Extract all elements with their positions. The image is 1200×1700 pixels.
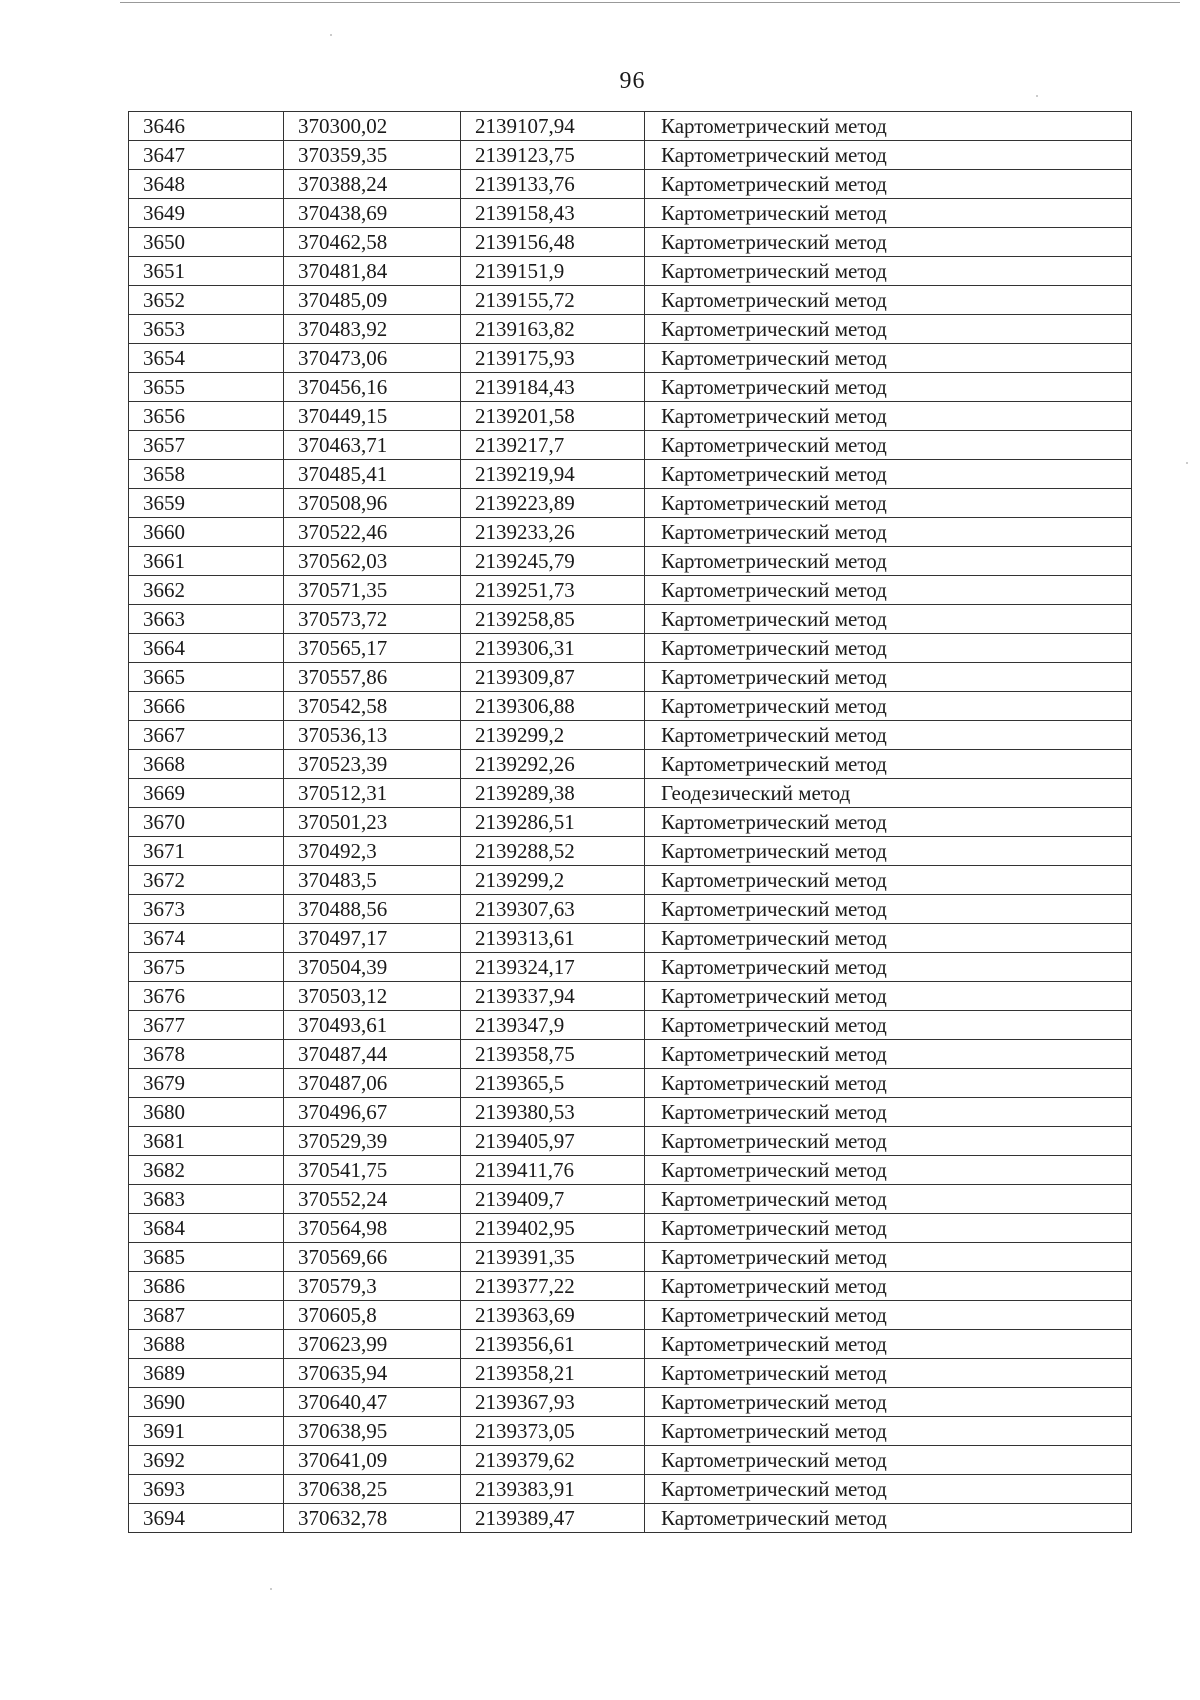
point-number-cell: 3687 — [129, 1301, 284, 1330]
table-row — [129, 518, 1132, 547]
table-row — [129, 1040, 1132, 1069]
y-coordinate-cell: 2139307,63 — [461, 895, 645, 924]
x-coordinate-cell: 370638,95 — [284, 1417, 461, 1446]
table-row — [129, 663, 1132, 692]
y-coordinate-cell: 2139286,51 — [461, 808, 645, 837]
method-cell: Картометрический метод — [645, 489, 1132, 518]
coordinates-table — [128, 111, 1132, 1533]
table-row — [129, 112, 1132, 141]
table-row — [129, 750, 1132, 779]
method-cell: Картометрический метод — [645, 692, 1132, 721]
table-row — [129, 924, 1132, 953]
x-coordinate-cell: 370542,58 — [284, 692, 461, 721]
point-number-cell: 3684 — [129, 1214, 284, 1243]
point-number-cell: 3675 — [129, 953, 284, 982]
point-number-cell: 3676 — [129, 982, 284, 1011]
y-coordinate-cell: 2139379,62 — [461, 1446, 645, 1475]
table-row — [129, 489, 1132, 518]
y-coordinate-cell: 2139299,2 — [461, 721, 645, 750]
y-coordinate-cell: 2139245,79 — [461, 547, 645, 576]
method-cell: Картометрический метод — [645, 1243, 1132, 1272]
y-coordinate-cell: 2139377,22 — [461, 1272, 645, 1301]
y-coordinate-cell: 2139175,93 — [461, 344, 645, 373]
method-cell: Картометрический метод — [645, 982, 1132, 1011]
point-number-cell: 3666 — [129, 692, 284, 721]
method-cell: Картометрический метод — [645, 808, 1132, 837]
x-coordinate-cell: 370487,44 — [284, 1040, 461, 1069]
table-row — [129, 1069, 1132, 1098]
point-number-cell: 3647 — [129, 141, 284, 170]
x-coordinate-cell: 370485,41 — [284, 460, 461, 489]
x-coordinate-cell: 370300,02 — [284, 112, 461, 141]
table-row — [129, 141, 1132, 170]
y-coordinate-cell: 2139201,58 — [461, 402, 645, 431]
point-number-cell: 3690 — [129, 1388, 284, 1417]
table-row — [129, 1359, 1132, 1388]
point-number-cell: 3662 — [129, 576, 284, 605]
table-row — [129, 1417, 1132, 1446]
x-coordinate-cell: 370552,24 — [284, 1185, 461, 1214]
x-coordinate-cell: 370632,78 — [284, 1504, 461, 1533]
y-coordinate-cell: 2139411,76 — [461, 1156, 645, 1185]
x-coordinate-cell: 370473,06 — [284, 344, 461, 373]
x-coordinate-cell: 370449,15 — [284, 402, 461, 431]
method-cell: Картометрический метод — [645, 1504, 1132, 1533]
table-row — [129, 170, 1132, 199]
table-row — [129, 1098, 1132, 1127]
x-coordinate-cell: 370438,69 — [284, 199, 461, 228]
point-number-cell: 3657 — [129, 431, 284, 460]
y-coordinate-cell: 2139373,05 — [461, 1417, 645, 1446]
point-number-cell: 3646 — [129, 112, 284, 141]
point-number-cell: 3665 — [129, 663, 284, 692]
x-coordinate-cell: 370635,94 — [284, 1359, 461, 1388]
method-cell: Картометрический метод — [645, 431, 1132, 460]
x-coordinate-cell: 370463,71 — [284, 431, 461, 460]
y-coordinate-cell: 2139258,85 — [461, 605, 645, 634]
y-coordinate-cell: 2139219,94 — [461, 460, 645, 489]
y-coordinate-cell: 2139324,17 — [461, 953, 645, 982]
y-coordinate-cell: 2139158,43 — [461, 199, 645, 228]
method-cell: Картометрический метод — [645, 1475, 1132, 1504]
x-coordinate-cell: 370640,47 — [284, 1388, 461, 1417]
method-cell: Картометрический метод — [645, 141, 1132, 170]
y-coordinate-cell: 2139233,26 — [461, 518, 645, 547]
point-number-cell: 3669 — [129, 779, 284, 808]
method-cell: Картометрический метод — [645, 605, 1132, 634]
x-coordinate-cell: 370388,24 — [284, 170, 461, 199]
method-cell: Картометрический метод — [645, 1156, 1132, 1185]
table-row — [129, 373, 1132, 402]
point-number-cell: 3693 — [129, 1475, 284, 1504]
method-cell: Картометрический метод — [645, 1446, 1132, 1475]
point-number-cell: 3652 — [129, 286, 284, 315]
x-coordinate-cell: 370641,09 — [284, 1446, 461, 1475]
table-row — [129, 605, 1132, 634]
point-number-cell: 3678 — [129, 1040, 284, 1069]
method-cell: Картометрический метод — [645, 257, 1132, 286]
method-cell: Картометрический метод — [645, 721, 1132, 750]
table-row — [129, 1475, 1132, 1504]
table-row — [129, 228, 1132, 257]
table-row — [129, 1185, 1132, 1214]
table-row — [129, 721, 1132, 750]
method-cell: Картометрический метод — [645, 1417, 1132, 1446]
table-row — [129, 1388, 1132, 1417]
y-coordinate-cell: 2139383,91 — [461, 1475, 645, 1504]
x-coordinate-cell: 370536,13 — [284, 721, 461, 750]
x-coordinate-cell: 370497,17 — [284, 924, 461, 953]
x-coordinate-cell: 370487,06 — [284, 1069, 461, 1098]
method-cell: Картометрический метод — [645, 1359, 1132, 1388]
y-coordinate-cell: 2139365,5 — [461, 1069, 645, 1098]
point-number-cell: 3660 — [129, 518, 284, 547]
y-coordinate-cell: 2139151,9 — [461, 257, 645, 286]
point-number-cell: 3691 — [129, 1417, 284, 1446]
point-number-cell: 3653 — [129, 315, 284, 344]
y-coordinate-cell: 2139363,69 — [461, 1301, 645, 1330]
y-coordinate-cell: 2139347,9 — [461, 1011, 645, 1040]
table-row — [129, 866, 1132, 895]
method-cell: Картометрический метод — [645, 1330, 1132, 1359]
method-cell: Картометрический метод — [645, 286, 1132, 315]
point-number-cell: 3658 — [129, 460, 284, 489]
x-coordinate-cell: 370359,35 — [284, 141, 461, 170]
x-coordinate-cell: 370462,58 — [284, 228, 461, 257]
x-coordinate-cell: 370456,16 — [284, 373, 461, 402]
point-number-cell: 3659 — [129, 489, 284, 518]
x-coordinate-cell: 370523,39 — [284, 750, 461, 779]
method-cell: Картометрический метод — [645, 576, 1132, 605]
point-number-cell: 3679 — [129, 1069, 284, 1098]
y-coordinate-cell: 2139184,43 — [461, 373, 645, 402]
point-number-cell: 3655 — [129, 373, 284, 402]
point-number-cell: 3689 — [129, 1359, 284, 1388]
table-row — [129, 1011, 1132, 1040]
method-cell: Картометрический метод — [645, 373, 1132, 402]
x-coordinate-cell: 370503,12 — [284, 982, 461, 1011]
point-number-cell: 3663 — [129, 605, 284, 634]
method-cell: Картометрический метод — [645, 953, 1132, 982]
y-coordinate-cell: 2139306,88 — [461, 692, 645, 721]
table-row — [129, 547, 1132, 576]
y-coordinate-cell: 2139358,75 — [461, 1040, 645, 1069]
y-coordinate-cell: 2139133,76 — [461, 170, 645, 199]
table-row — [129, 431, 1132, 460]
method-cell: Картометрический метод — [645, 1098, 1132, 1127]
x-coordinate-cell: 370483,5 — [284, 866, 461, 895]
x-coordinate-cell: 370638,25 — [284, 1475, 461, 1504]
table-row — [129, 692, 1132, 721]
table-row — [129, 779, 1132, 808]
y-coordinate-cell: 2139313,61 — [461, 924, 645, 953]
table-row — [129, 1243, 1132, 1272]
y-coordinate-cell: 2139123,75 — [461, 141, 645, 170]
method-cell: Картометрический метод — [645, 1301, 1132, 1330]
point-number-cell: 3671 — [129, 837, 284, 866]
x-coordinate-cell: 370573,72 — [284, 605, 461, 634]
y-coordinate-cell: 2139380,53 — [461, 1098, 645, 1127]
x-coordinate-cell: 370512,31 — [284, 779, 461, 808]
y-coordinate-cell: 2139389,47 — [461, 1504, 645, 1533]
y-coordinate-cell: 2139356,61 — [461, 1330, 645, 1359]
point-number-cell: 3688 — [129, 1330, 284, 1359]
scan-speck — [270, 1588, 272, 1590]
method-cell: Картометрический метод — [645, 837, 1132, 866]
point-number-cell: 3661 — [129, 547, 284, 576]
table-row — [129, 1156, 1132, 1185]
method-cell: Картометрический метод — [645, 315, 1132, 344]
x-coordinate-cell: 370529,39 — [284, 1127, 461, 1156]
x-coordinate-cell: 370483,92 — [284, 315, 461, 344]
method-cell: Картометрический метод — [645, 547, 1132, 576]
method-cell: Картометрический метод — [645, 1185, 1132, 1214]
table-row — [129, 344, 1132, 373]
x-coordinate-cell: 370493,61 — [284, 1011, 461, 1040]
x-coordinate-cell: 370569,66 — [284, 1243, 461, 1272]
x-coordinate-cell: 370522,46 — [284, 518, 461, 547]
table-row — [129, 1127, 1132, 1156]
point-number-cell: 3685 — [129, 1243, 284, 1272]
y-coordinate-cell: 2139309,87 — [461, 663, 645, 692]
y-coordinate-cell: 2139299,2 — [461, 866, 645, 895]
table-row — [129, 837, 1132, 866]
point-number-cell: 3683 — [129, 1185, 284, 1214]
y-coordinate-cell: 2139405,97 — [461, 1127, 645, 1156]
point-number-cell: 3682 — [129, 1156, 284, 1185]
table-row — [129, 808, 1132, 837]
x-coordinate-cell: 370501,23 — [284, 808, 461, 837]
point-number-cell: 3648 — [129, 170, 284, 199]
point-number-cell: 3651 — [129, 257, 284, 286]
method-cell: Картометрический метод — [645, 924, 1132, 953]
point-number-cell: 3672 — [129, 866, 284, 895]
y-coordinate-cell: 2139391,35 — [461, 1243, 645, 1272]
y-coordinate-cell: 2139292,26 — [461, 750, 645, 779]
table-row — [129, 286, 1132, 315]
x-coordinate-cell: 370485,09 — [284, 286, 461, 315]
point-number-cell: 3692 — [129, 1446, 284, 1475]
method-cell: Картометрический метод — [645, 1214, 1132, 1243]
table-row — [129, 576, 1132, 605]
point-number-cell: 3649 — [129, 199, 284, 228]
table-row — [129, 1272, 1132, 1301]
x-coordinate-cell: 370492,3 — [284, 837, 461, 866]
point-number-cell: 3673 — [129, 895, 284, 924]
x-coordinate-cell: 370557,86 — [284, 663, 461, 692]
x-coordinate-cell: 370605,8 — [284, 1301, 461, 1330]
table-row — [129, 1301, 1132, 1330]
method-cell: Картометрический метод — [645, 1069, 1132, 1098]
y-coordinate-cell: 2139367,93 — [461, 1388, 645, 1417]
y-coordinate-cell: 2139163,82 — [461, 315, 645, 344]
x-coordinate-cell: 370504,39 — [284, 953, 461, 982]
coordinates-table-body — [129, 112, 1132, 1533]
method-cell: Картометрический метод — [645, 170, 1132, 199]
table-row — [129, 982, 1132, 1011]
method-cell: Картометрический метод — [645, 344, 1132, 373]
method-cell: Картометрический метод — [645, 1011, 1132, 1040]
table-row — [129, 460, 1132, 489]
x-coordinate-cell: 370564,98 — [284, 1214, 461, 1243]
y-coordinate-cell: 2139289,38 — [461, 779, 645, 808]
method-cell: Картометрический метод — [645, 1272, 1132, 1301]
point-number-cell: 3677 — [129, 1011, 284, 1040]
point-number-cell: 3670 — [129, 808, 284, 837]
point-number-cell: 3681 — [129, 1127, 284, 1156]
table-row — [129, 1330, 1132, 1359]
point-number-cell: 3654 — [129, 344, 284, 373]
page-number: 96 — [619, 68, 646, 94]
table-row — [129, 1446, 1132, 1475]
method-cell: Картометрический метод — [645, 112, 1132, 141]
method-cell: Картометрический метод — [645, 866, 1132, 895]
table-row — [129, 953, 1132, 982]
y-coordinate-cell: 2139223,89 — [461, 489, 645, 518]
point-number-cell: 3694 — [129, 1504, 284, 1533]
x-coordinate-cell: 370541,75 — [284, 1156, 461, 1185]
method-cell: Картометрический метод — [645, 663, 1132, 692]
scan-top-border — [120, 2, 1180, 3]
method-cell: Картометрический метод — [645, 895, 1132, 924]
y-coordinate-cell: 2139155,72 — [461, 286, 645, 315]
y-coordinate-cell: 2139402,95 — [461, 1214, 645, 1243]
point-number-cell: 3656 — [129, 402, 284, 431]
method-cell: Геодезический метод — [645, 779, 1132, 808]
method-cell: Картометрический метод — [645, 750, 1132, 779]
x-coordinate-cell: 370623,99 — [284, 1330, 461, 1359]
scan-speck — [330, 34, 332, 36]
table-row — [129, 1214, 1132, 1243]
point-number-cell: 3686 — [129, 1272, 284, 1301]
table-row — [129, 895, 1132, 924]
x-coordinate-cell: 370488,56 — [284, 895, 461, 924]
point-number-cell: 3650 — [129, 228, 284, 257]
method-cell: Картометрический метод — [645, 518, 1132, 547]
y-coordinate-cell: 2139251,73 — [461, 576, 645, 605]
point-number-cell: 3668 — [129, 750, 284, 779]
y-coordinate-cell: 2139107,94 — [461, 112, 645, 141]
scan-speck — [1186, 462, 1188, 464]
method-cell: Картометрический метод — [645, 1127, 1132, 1156]
method-cell: Картометрический метод — [645, 634, 1132, 663]
point-number-cell: 3680 — [129, 1098, 284, 1127]
y-coordinate-cell: 2139337,94 — [461, 982, 645, 1011]
table-row — [129, 634, 1132, 663]
method-cell: Картометрический метод — [645, 1040, 1132, 1069]
y-coordinate-cell: 2139156,48 — [461, 228, 645, 257]
method-cell: Картометрический метод — [645, 460, 1132, 489]
point-number-cell: 3674 — [129, 924, 284, 953]
y-coordinate-cell: 2139409,7 — [461, 1185, 645, 1214]
method-cell: Картометрический метод — [645, 199, 1132, 228]
method-cell: Картометрический метод — [645, 228, 1132, 257]
y-coordinate-cell: 2139288,52 — [461, 837, 645, 866]
method-cell: Картометрический метод — [645, 402, 1132, 431]
table-row — [129, 402, 1132, 431]
table-row — [129, 1504, 1132, 1533]
x-coordinate-cell: 370571,35 — [284, 576, 461, 605]
table-row — [129, 257, 1132, 286]
table-row — [129, 315, 1132, 344]
table-row — [129, 199, 1132, 228]
x-coordinate-cell: 370481,84 — [284, 257, 461, 286]
x-coordinate-cell: 370496,67 — [284, 1098, 461, 1127]
point-number-cell: 3667 — [129, 721, 284, 750]
x-coordinate-cell: 370562,03 — [284, 547, 461, 576]
y-coordinate-cell: 2139306,31 — [461, 634, 645, 663]
x-coordinate-cell: 370508,96 — [284, 489, 461, 518]
scan-speck — [1036, 95, 1038, 97]
point-number-cell: 3664 — [129, 634, 284, 663]
x-coordinate-cell: 370565,17 — [284, 634, 461, 663]
method-cell: Картометрический метод — [645, 1388, 1132, 1417]
y-coordinate-cell: 2139358,21 — [461, 1359, 645, 1388]
y-coordinate-cell: 2139217,7 — [461, 431, 645, 460]
x-coordinate-cell: 370579,3 — [284, 1272, 461, 1301]
